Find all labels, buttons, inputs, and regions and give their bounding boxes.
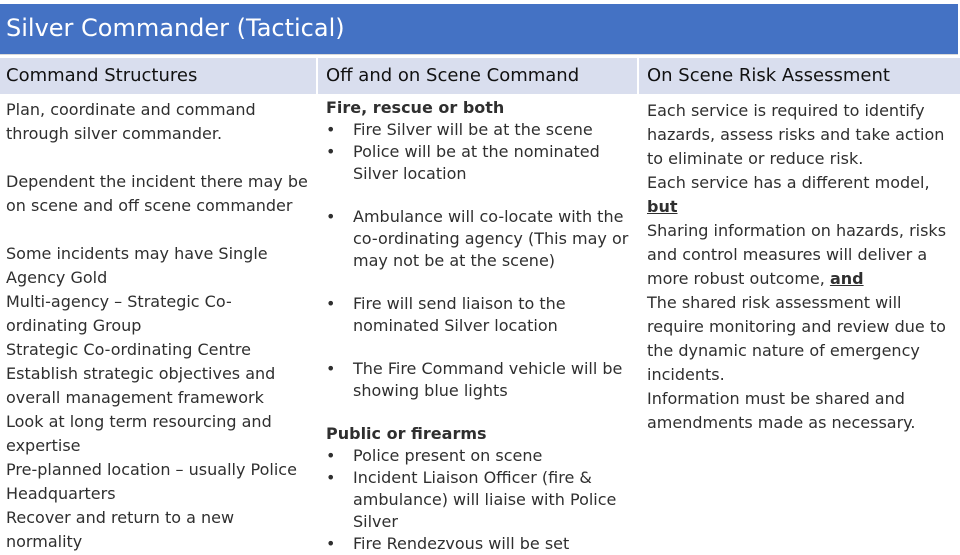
- bullet-text: Incident Liaison Officer (fire & ambulance) will liaise with Police Silver: [353, 468, 617, 531]
- column-divider: [637, 58, 639, 540]
- bullet-text: Fire Silver will be at the scene: [353, 120, 593, 139]
- section-title-public-firearms: Public or firearms: [326, 424, 487, 443]
- col1-line: Recover and return to a new normality: [6, 508, 235, 551]
- bullet-icon: •: [326, 142, 336, 161]
- bullet-icon: •: [326, 446, 336, 465]
- bullet-text: Ambulance will co-locate with the co-ordinating agency (This may or may not be at the scene): [353, 207, 629, 270]
- col1-paragraph: Plan, coordinate and command through silver commander.: [6, 100, 256, 143]
- bullet-text: Fire will send liaison to the nominated Silver location: [353, 294, 566, 335]
- bullet-icon: •: [326, 359, 336, 378]
- risk-text: [647, 219, 957, 291]
- emphasis-but: but: [647, 197, 678, 216]
- risk-text: Information must be shared and amendments made as necessary.: [647, 389, 916, 432]
- column-divider: [316, 58, 318, 540]
- bullet-text: Police will be at the nominated Silver location: [353, 142, 600, 183]
- bullet-item: [326, 141, 631, 185]
- table-body-row: [0, 95, 960, 553]
- risk-text-sharing: Sharing information on hazards, risks and control measures will deliver a more robust outcome,: [647, 221, 947, 288]
- col1-line: Multi-agency – Strategic Co-ordinating Group: [6, 292, 232, 335]
- col1-line: Establish strategic objectives and overall management framework: [6, 364, 276, 407]
- risk-text: Each service has a different model,: [647, 173, 930, 192]
- risk-text: [647, 195, 957, 219]
- col1-line: Look at long term resourcing and expertise: [6, 412, 272, 455]
- slide-title: Silver Commander (Tactical): [6, 14, 345, 42]
- col1-line: Some incidents may have Single Agency Gold: [6, 244, 268, 287]
- section-title-fire-rescue: Fire, rescue or both: [326, 98, 505, 117]
- bullet-item: [326, 206, 631, 272]
- bullet-item: [326, 119, 631, 141]
- col1-paragraph: Dependent the incident there may be on scene and off scene commander: [6, 172, 308, 215]
- bullet-item: [326, 533, 631, 555]
- bullet-item: [326, 293, 631, 337]
- header-command-structures: Command Structures: [6, 65, 198, 86]
- title-bar: [0, 4, 958, 55]
- bullet-icon: •: [326, 468, 336, 487]
- risk-assessment-cell: [647, 99, 957, 435]
- bullet-icon: •: [326, 120, 336, 139]
- bullet-item: [326, 467, 631, 533]
- bullet-icon: •: [326, 207, 336, 226]
- header-on-scene-risk-assessment: On Scene Risk Assessment: [647, 65, 890, 86]
- col1-line: Strategic Co-ordinating Centre: [6, 340, 251, 359]
- bullet-text: The Fire Command vehicle will be showing blue lights: [353, 359, 623, 400]
- bullet-item: [326, 445, 631, 467]
- bullet-item: [326, 358, 631, 402]
- risk-text: The shared risk assessment will require monitoring and review due to the dynamic nature of emergency incidents.: [647, 293, 946, 384]
- bullet-icon: •: [326, 294, 336, 313]
- bullet-text: Fire Rendezvous will be set: [353, 534, 570, 553]
- risk-text: Each service is required to identify hazards, assess risks and take action to eliminate or reduce risk.: [647, 101, 945, 168]
- off-on-scene-command-cell: [326, 97, 631, 555]
- bullet-icon: •: [326, 534, 336, 553]
- emphasis-and: and: [829, 269, 864, 288]
- table-header-row: [0, 58, 960, 95]
- header-off-on-scene-command: Off and on Scene Command: [326, 65, 580, 86]
- command-structures-cell: [6, 98, 311, 554]
- bullet-text: Police present on scene: [353, 446, 543, 465]
- col1-line: Pre-planned location – usually Police Headquarters: [6, 460, 297, 503]
